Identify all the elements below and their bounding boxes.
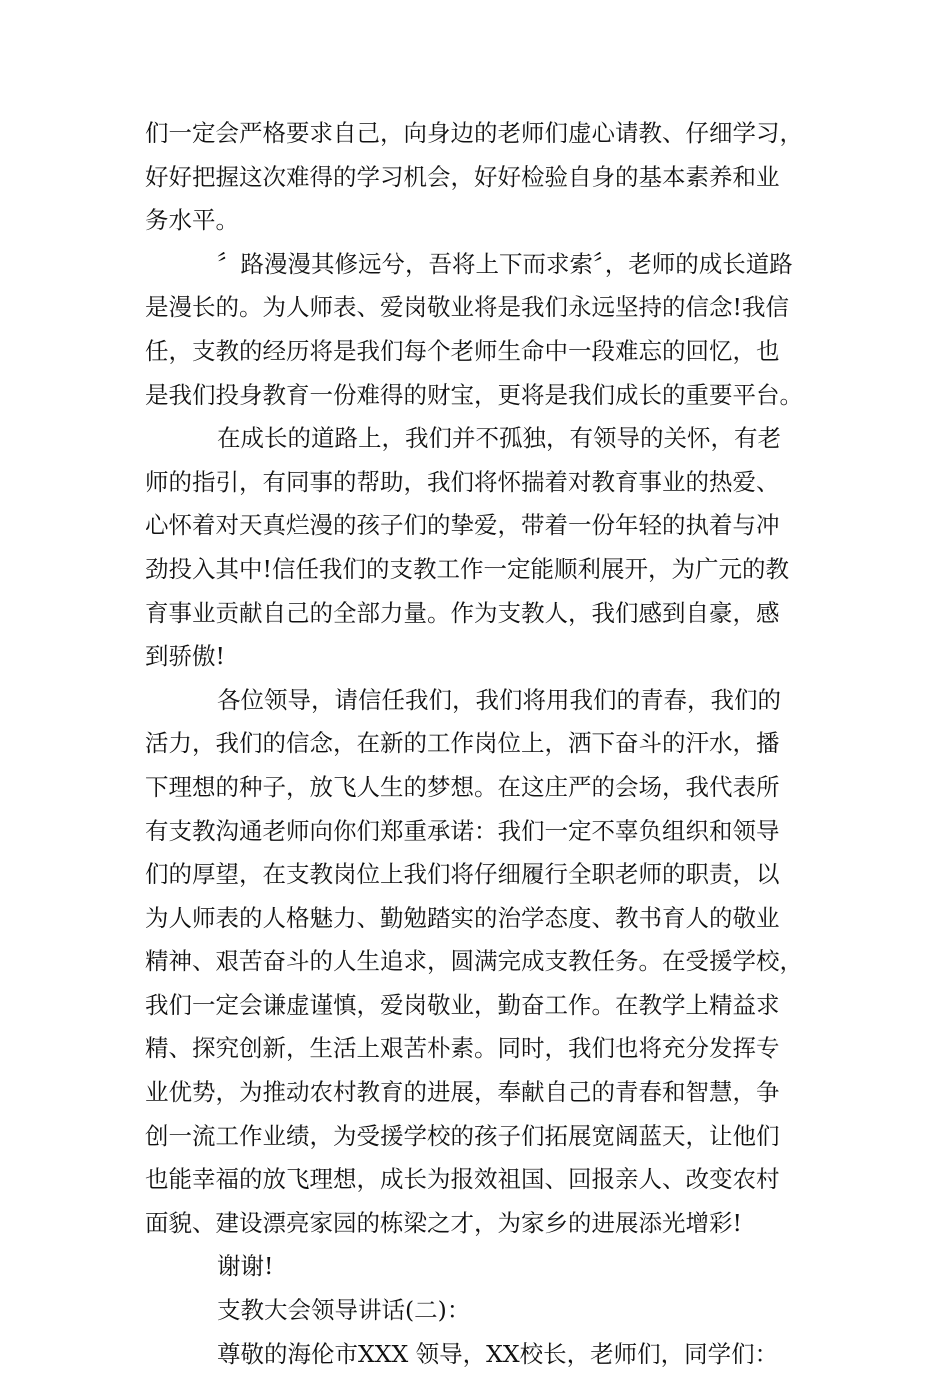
text-line: 各位领导，请信任我们，我们将用我们的青春，我们的 [217,685,781,714]
text-line: 任，支教的经历将是我们每个老师生命中一段难忘的回忆，也 [145,336,780,365]
text-line: 有支教沟通老师向你们郑重承诺：我们一定不辜负组织和领导 [145,816,780,845]
text-line: 面貌、建设漂亮家园的栋梁之才，为家乡的进展添光增彩! [145,1208,742,1237]
text-line: 创一流工作业绩，为受援学校的孩子们拓展宽阔蓝天，让他们 [145,1121,780,1150]
text-line: 我们一定会谦虚谨慎，爱岗敬业，勤奋工作。在教学上精益求 [145,990,780,1019]
text-line: 务水平。 [145,206,239,235]
text-line: 尊敬的海伦市XXX 领导，XX校长，老师们，同学们： [217,1339,779,1368]
text-line: 好好把握这次难得的学习机会，好好检验自身的基本素养和业 [145,162,780,191]
text-line: 在成长的道路上，我们并不孤独，有领导的关怀，有老 [217,424,781,453]
text-line: 们的厚望，在支教岗位上我们将仔细履行全职老师的职责，以 [145,860,780,889]
text-line: 也能幸福的放飞理想，成长为报效祖国、回报亲人、改变农村 [145,1165,780,1194]
document-body [145,112,810,1376]
text-line: 劲投入其中!信任我们的支教工作一定能顺利展开，为广元的教 [145,554,789,583]
text-line: 到骄傲! [145,642,225,671]
text-line: 精神、艰苦奋斗的人生追求，圆满完成支教任务。在受援学校， [145,947,803,976]
text-line: 精、探究创新，生活上艰苦朴素。同时，我们也将充分发挥专 [145,1034,780,1063]
text-line: 业优势，为推动农村教育的进展，奉献自己的青春和智慧，争 [145,1078,780,1107]
text-line: 下理想的种子，放飞人生的梦想。在这庄严的会场，我代表所 [145,772,780,801]
text-line: 谢谢! [217,1252,274,1281]
text-line: 师的指引，有同事的帮助，我们将怀揣着对教育事业的热爱、 [145,467,780,496]
text-line: 为人师表的人格魅力、勤勉踏实的治学态度、教书育人的敬业 [145,903,780,932]
text-line: 支教大会领导讲话(二)： [217,1296,471,1325]
text-line: 〞路漫漫其修远兮，吾将上下而求索〞，老师的成长道路 [217,249,793,278]
text-line: 心怀着对天真烂漫的孩子们的挚爱，带着一份年轻的执着与冲 [145,511,780,540]
text-line: 们一定会严格要求自己，向身边的老师们虚心请教、仔细学习， [145,119,803,147]
text-line: 是漫长的。为人师表、爱岗敬业将是我们永远坚持的信念!我信 [145,293,789,322]
text-line: 活力，我们的信念，在新的工作岗位上，洒下奋斗的汗水，播 [145,729,780,758]
text-line: 是我们投身教育一份难得的财宝，更将是我们成长的重要平台。 [145,380,803,409]
text-line: 育事业贡献自己的全部力量。作为支教人，我们感到自豪，感 [145,598,780,627]
